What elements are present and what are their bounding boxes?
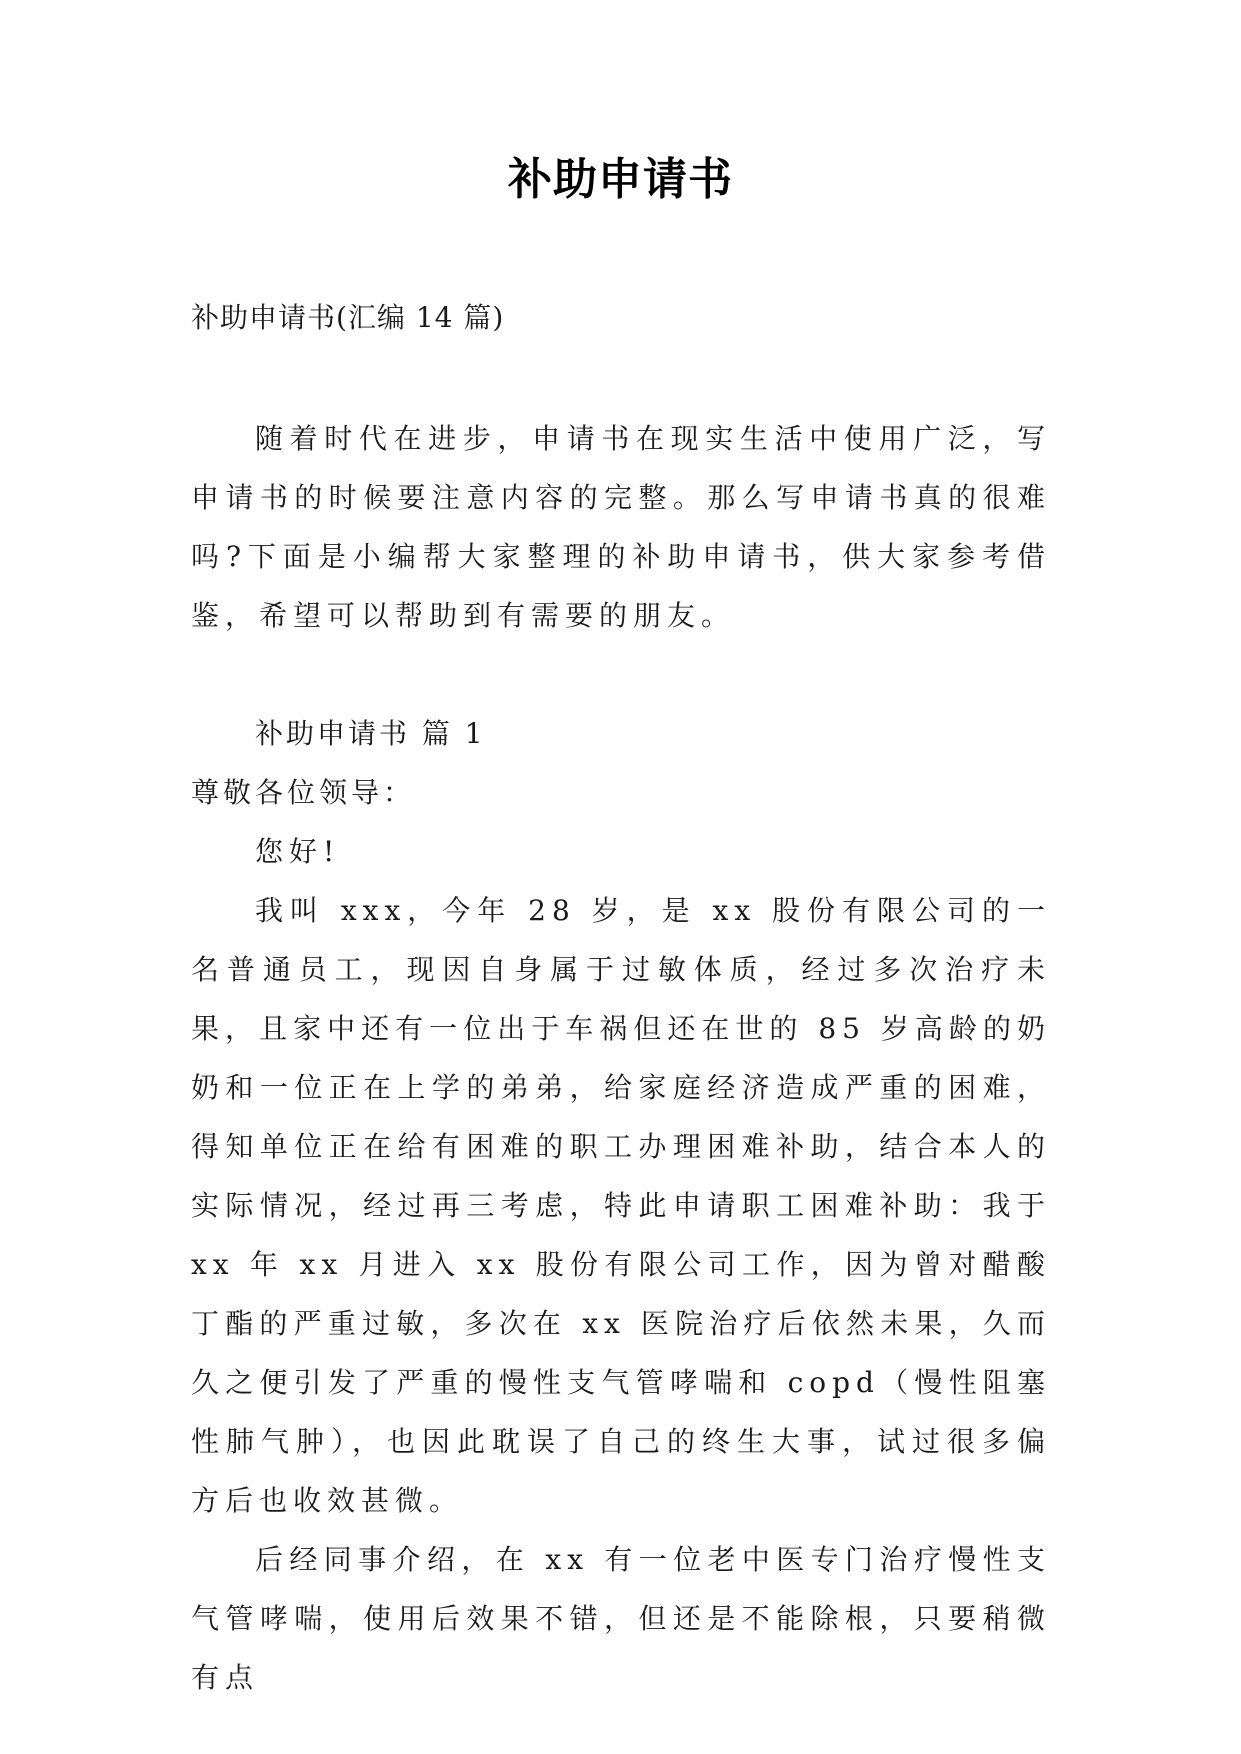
- document-body: [191, 288, 1051, 1707]
- salutation: 尊敬各位领导：: [191, 776, 416, 809]
- intro-paragraph: 随着时代在进步，申请书在现实生活中使用广泛，写申请书的时候要注意内容的完整。那么写申请书真的很难吗?下面是小编帮大家整理的补助申请书，供大家参考借鉴，希望可以帮助到有需要的朋友。: [191, 422, 1051, 632]
- greeting: 您好!: [255, 835, 341, 868]
- document-subtitle: 补助申请书(汇编 14 篇): [191, 301, 505, 334]
- body-paragraph-1: 我叫 xxx，今年 28 岁，是 xx 股份有限公司的一名普通员工，现因自身属于过敏体质，经过多次治疗未果，且家中还有一位出于车祸但还在世的 85 岁高龄的奶奶和一位正在上学的弟弟，给家庭经济造成严重的困难，得知单位正在给有困难的职工办理困难补助，结合本人的实际情况，经过再三考虑，特此申请职工困难补助：我于 xx 年 xx 月进入 xx 股份有限公司工作，因为曾对醋酸丁酯的严重过敏，多次在 xx 医院治疗后依然未果，久而久之便引发了严重的慢性支气管哮喘和 copd（慢性阻塞性肺气肿），也因此耽误了自己的终生大事，试过很多偏方后也收效甚微。: [191, 894, 1051, 1517]
- section-heading: 补助申请书 篇 1: [255, 717, 486, 750]
- body-paragraph-2: 后经同事介绍，在 xx 有一位老中医专门治疗慢性支气管哮喘，使用后效果不错，但还是不能除根，只要稍微有点: [191, 1543, 1051, 1694]
- document-title: 补助申请书: [508, 154, 733, 205]
